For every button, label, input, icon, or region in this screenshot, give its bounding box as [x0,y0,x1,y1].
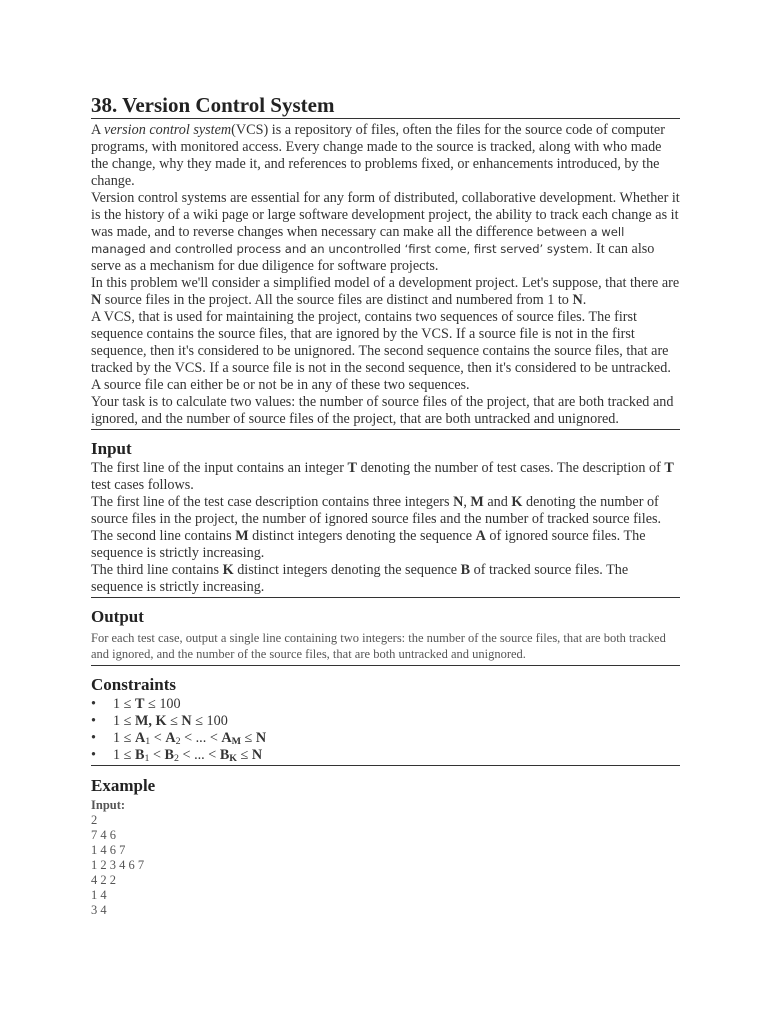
text: The second line contains [91,528,236,544]
var-t: T [347,460,357,476]
text: 1 ≤ [113,696,135,712]
var-k: K [222,562,234,578]
text: and [483,494,512,510]
section-divider [91,429,680,430]
example-line: 4 2 2 [91,873,116,887]
subscript: 2 [174,753,179,764]
example-line: 1 4 [91,888,107,902]
text: ≤ [237,747,252,763]
text: of tracked source files. The sequence is strictly increasing. [91,562,629,595]
var-k: K [155,713,167,729]
constraint-item [91,730,680,747]
text: It can also serve as a mechanism for due diligence for software projects. [91,241,655,274]
subscript: 2 [175,736,181,747]
text: , [463,494,471,510]
var-n: N [91,292,102,308]
text: ≤ 100 [191,713,228,729]
example-heading: Example [91,776,156,795]
sans-text: between a well managed and controlled process and an uncontrolled ‘first come, first served’ system. [91,225,625,256]
example-input-label: Input: [91,798,126,812]
var-t: T [134,696,145,712]
example-line: 1 2 3 4 6 7 [91,858,145,872]
var-b: B [134,747,145,763]
var-n: N [453,494,464,510]
var-n: N [572,292,583,308]
text: 1 ≤ [113,713,135,729]
text: < ... < [178,747,220,763]
example-line: 1 4 6 7 [91,843,126,857]
text: Version control systems are essential for any form of distributed, collaborative development. Whether it is the history of a wiki page or large software development project, the ability to track each change as it was made, and to reverse changes when necessary can make all the difference [91,190,680,240]
example-line: 7 4 6 [91,828,116,842]
input-section [91,460,680,596]
text: < [150,730,166,746]
text: In this problem we'll consider a simplified model of a development project. Let's suppose, that there are [91,275,680,291]
var-n: N [181,713,192,729]
text: distinct integers denoting the sequence [233,562,461,578]
problem-statement [91,92,680,918]
text: source files in the project. All the source files are distinct and numbered from 1 to [101,292,573,308]
var-m: M [134,713,149,729]
output-heading: Output [91,607,144,626]
example-line: 3 4 [91,903,107,917]
var-t: T [664,460,674,476]
text: The first line of the test case description contains three integers [91,494,454,510]
emphasis-vcs: version control system [104,122,232,138]
text: denoting the number of source files in the project, the number of ignored source files and the number of tracked source files. [91,494,662,527]
constraint-item [91,696,680,713]
var-a: A [165,730,176,746]
intro-paragraph-5: Your task is to calculate two values: the number of source files of the project, that are both tracked and ignored, and the number of source files of the project, that are both untracked and unignored. [91,394,674,427]
var-m: M [235,528,249,544]
var-n: N [251,747,263,763]
constraints-heading: Constraints [91,675,177,694]
text: ≤ [241,730,256,746]
input-line-3 [91,528,680,562]
var-b: B [164,747,174,763]
subscript: 1 [145,736,151,747]
section-divider [91,765,680,766]
intro-paragraph-2 [91,190,680,275]
example-input [91,813,680,918]
text: distinct integers denoting the sequence [248,528,476,544]
constraints-list [91,696,680,764]
constraint-item [91,747,680,764]
var-a: A [134,730,146,746]
text: denoting the number of test cases. The description of [356,460,665,476]
text: < ... < [180,730,222,746]
intro-paragraph-1 [91,122,680,190]
text: (VCS) is a repository of files, often the files for the source code of computer programs, with monitored access. Every change made to the source is tracked, along with who made the change, why they made it, and references to problems fixed, or enhancements introduced, by the change. [91,122,665,189]
text: . [582,292,587,308]
subscript: M [231,736,241,747]
constraint-item [91,713,680,730]
var-k: K [511,494,523,510]
intro-paragraph-4: A VCS, that is used for maintaining the project, contains two sequences of source files. The first sequence contains the source files, that are ignored by the VCS. If a source file is not in the first sequence, then it's considered to be unignored. The second sequence contains the source files, that are tracked by the VCS. If a source file is not in the second sequence, then it's considered to be untracked. A source file can either be or not be in any of these two sequences. [91,309,671,393]
text: < [149,747,165,763]
var-n: N [255,730,267,746]
title-divider [91,118,680,119]
text: of ignored source files. The sequence is strictly increasing. [91,528,646,561]
input-line-1 [91,460,680,494]
text: , [148,713,156,729]
var-a: A [475,528,486,544]
text: test cases follows. [91,477,194,493]
section-divider [91,597,680,598]
subscript: K [229,753,237,764]
input-line-2 [91,494,680,528]
intro-paragraph-3 [91,275,680,309]
text: 1 ≤ [113,747,135,763]
input-line-4 [91,562,680,596]
text: The first line of the input contains an integer [91,460,348,476]
input-heading: Input [91,439,132,458]
section-divider [91,665,680,666]
var-b: B [219,747,230,763]
var-a: A [221,730,232,746]
text: ≤ [166,713,182,729]
text: ≤ 100 [144,696,181,712]
output-description: For each test case, output a single line containing two integers: the number of the source files, that are both tracked and ignored, and the number of the source files, that are both untracked and unignored. [91,631,666,661]
page-title: 38. Version Control System [91,93,335,117]
example-line: 2 [91,813,98,827]
subscript: 1 [144,753,150,764]
var-m: M [470,494,484,510]
text: The third line contains [91,562,223,578]
text: A [91,122,105,138]
intro-section [91,122,680,428]
var-b: B [460,562,471,578]
text: 1 ≤ [113,730,135,746]
